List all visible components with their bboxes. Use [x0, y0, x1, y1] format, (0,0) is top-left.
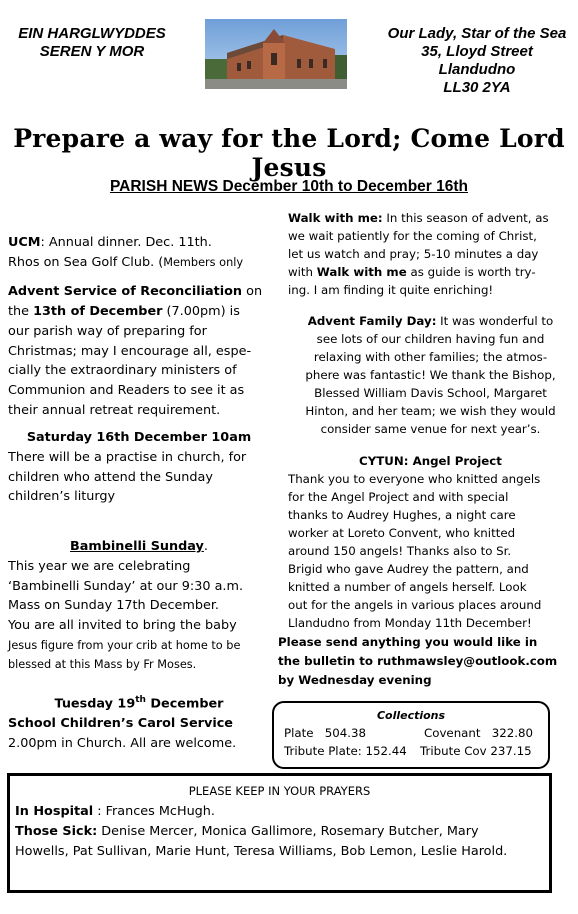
right-column: Walk with me: In this season of advent, as we wait patiently for the coming of Christ, let us watch and pray; 5-10 minutes a day with Walk with me as guide is worth try- ing. I am finding it quite enriching! Advent Family Day: It was wonderful to see lots of our children having fun and relaxing with other families; the atmos- phere was fantastic! We thank the Bishop, Blessed William Davis School, Margaret Hinton, and her team; we wish they would consider same venue for next year’s. CYTUN: Angel Project Thank you to everyone who knitted angels for the Angel Project and with special thanks to Audrey Hughes, a night care worker at Loreto Convent, who knitted around 150 angels! Thanks also to Sr. Brigid who gave Audrey the pattern, and knitted a number of angels herself. Look out for the angels in various places around Llandudno from Monday 11th December!	[288, 209, 573, 632]
bambinelli-heading: Bambinelli Sunday.	[70, 539, 208, 555]
cytun-heading: CYTUN: Angel Project	[359, 454, 502, 468]
collection-tribute-plate: Tribute Plate: 152.44	[284, 744, 407, 758]
left-column: UCM: Annual dinner. Dec. 11th. Rhos on Sea Golf Club. (Members only Advent Service of Reconciliation on the 13th of December (7.00pm) is our parish way of preparing for Christmas; may I encourage all, espe- cially the extraordinary ministers of Communion and Readers to see it as their annual retreat requirement. Saturday 16th December 10am There will be a practise in church, for children who attend the Sunday children’s liturgy Bambinelli Sunday. This year we are celebrating ‘Bambinelli Sunday’ at our 9:30 a.m. Mass on Sunday 17th December. You are all invited to bring the baby Jesus figure from your crib at home to be blessed at this Mass by Fr Moses. Tuesday 19th December School Children’s Carol Service 2.00pm in Church. All are welcome.	[8, 233, 270, 753]
tuesday-heading: Tuesday 19th December	[54, 695, 224, 712]
saturday-heading: Saturday 16th December 10am	[26, 430, 252, 446]
banner-title: Prepare a way for the Lord; Come Lord Jesus	[13, 124, 565, 182]
welsh-church-name	[8, 25, 176, 61]
header-left-line: SEREN Y MOR	[39, 43, 145, 60]
advent-family-day: Advent Family Day: It was wonderful to see lots of our children having fun and relaxing with other families; the atmos- phere was fantastic! We thank the Bishop, Blessed William Davis School, Margaret Hinton, and her team; we wish they would consider same venue for next year’s.	[305, 314, 556, 436]
ucm-line: UCM: Annual dinner. Dec. 11th.	[8, 235, 212, 250]
sick-line: Those Sick: Denise Mercer, Monica Gallimore, Rosemary Butcher, Mary	[15, 824, 479, 839]
ucm-line: Rhos on Sea Golf Club. (Members only	[8, 254, 244, 270]
address-town: Llandudno	[438, 61, 516, 78]
church-address	[378, 25, 576, 97]
submission-notice: Please send anything you would like in the bulletin to ruthmawsley@outlook.com by Wednesday evening	[278, 633, 576, 690]
email-link[interactable]: the bulletin to ruthmawsley@outlook.com	[278, 654, 558, 668]
prayers-box	[7, 773, 552, 893]
ucm-label: UCM	[8, 235, 41, 250]
church-photo-icon	[205, 19, 347, 89]
collections-title: Collections	[376, 709, 446, 722]
advent-reconciliation: Advent Service of Reconciliation on	[8, 284, 263, 300]
collection-tribute-cov: Tribute Cov 237.15	[420, 744, 532, 758]
collection-covenant: Covenant 322.80	[424, 726, 534, 740]
walk-with-me: Walk with me: In this season of advent, as	[288, 211, 549, 225]
collection-plate: Plate 504.38	[284, 726, 367, 740]
prayers-list: In Hospital : Frances McHugh. Those Sick: Denise Mercer, Monica Gallimore, Rosemary Butcher, Mary Howells, Pat Sullivan, Marie Hunt, Teresa Williams, Bob Lemon, Leslie Harold.	[15, 802, 545, 862]
prayers-title: PLEASE KEEP IN YOUR PRAYERS	[188, 784, 371, 798]
header-left-line: EIN HARGLWYDDES	[18, 25, 166, 42]
collections-box	[272, 701, 550, 769]
parish-news-heading: PARISH NEWS December 10th to December 16th	[109, 178, 469, 195]
address-street: 35, Lloyd Street	[421, 43, 533, 60]
hospital-line: In Hospital : Frances McHugh.	[15, 804, 215, 819]
address-postcode: LL30 2YA	[443, 79, 511, 96]
church-name: Our Lady, Star of the Sea	[387, 25, 567, 42]
church-photo	[205, 19, 347, 89]
